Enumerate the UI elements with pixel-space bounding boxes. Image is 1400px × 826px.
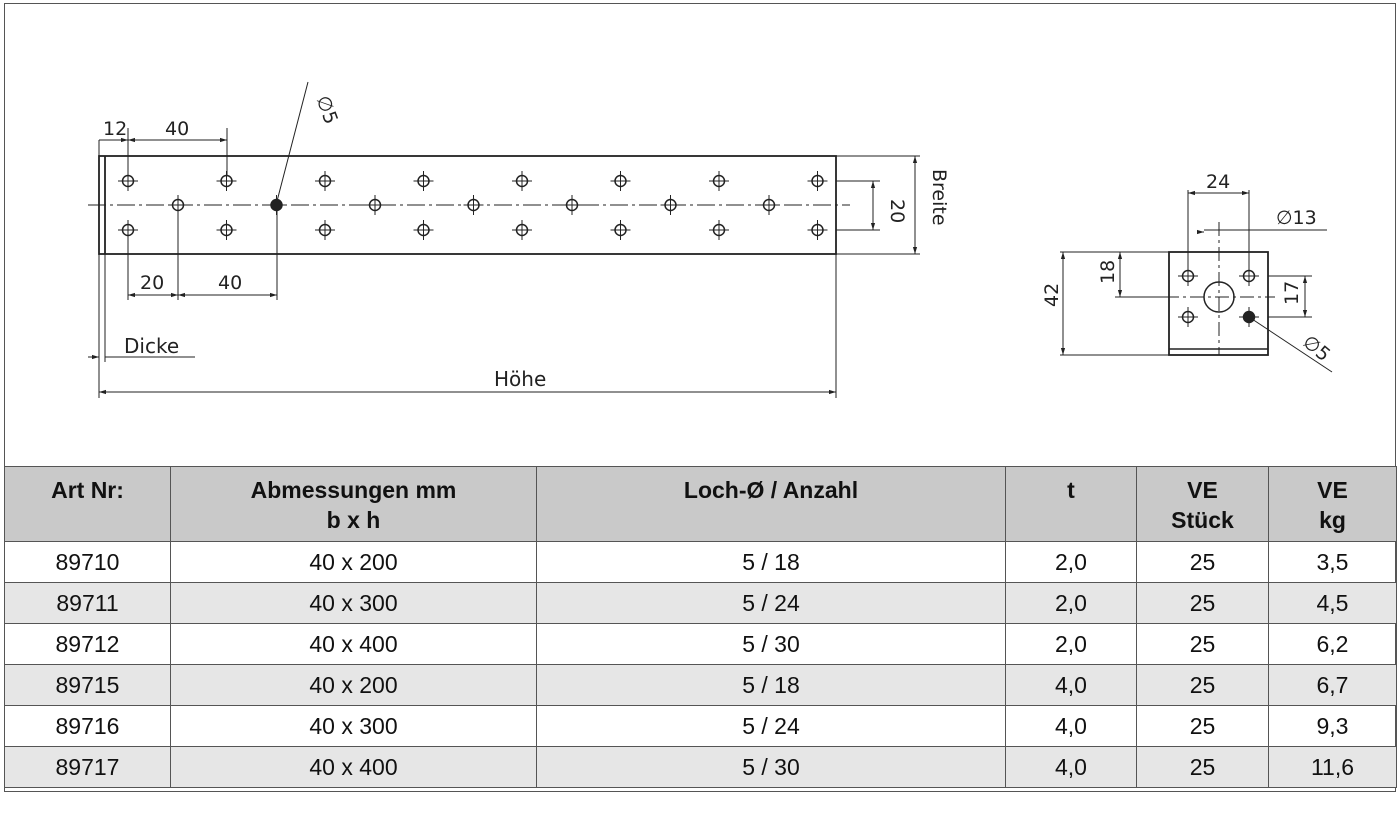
dicke-label: Dicke — [124, 334, 180, 358]
table-cell: 25 — [1137, 583, 1269, 624]
hole-icon — [512, 171, 532, 191]
column-header — [171, 467, 537, 542]
column-header — [537, 467, 1006, 542]
table-cell: 25 — [1137, 747, 1269, 788]
table-row — [5, 542, 1397, 583]
dimension-labels — [103, 93, 950, 391]
table-cell: 6,2 — [1269, 624, 1397, 665]
table-cell: 40 x 400 — [171, 747, 537, 788]
table-cell: 25 — [1137, 624, 1269, 665]
table-header-row — [5, 467, 1397, 542]
breite-label: Breite — [928, 169, 950, 226]
table-cell: 2,0 — [1006, 624, 1137, 665]
hole-icon — [315, 171, 335, 191]
table-cell: 40 x 300 — [171, 706, 537, 747]
column-header — [1269, 467, 1397, 542]
table-cell: 25 — [1137, 542, 1269, 583]
hole-icon — [1178, 307, 1198, 327]
product-table — [4, 466, 1397, 788]
table-cell: 5 / 18 — [537, 665, 1006, 706]
column-header-label: Stück — [1171, 507, 1234, 533]
table-cell: 2,0 — [1006, 542, 1137, 583]
table-cell: 89715 — [5, 665, 171, 706]
table-cell: 5 / 24 — [537, 706, 1006, 747]
table-cell: 5 / 30 — [537, 624, 1006, 665]
table-row — [5, 583, 1397, 624]
column-header-label: Art Nr: — [51, 477, 124, 503]
hole-icon — [709, 220, 729, 240]
table-cell: 6,7 — [1269, 665, 1397, 706]
column-header — [5, 467, 171, 542]
dimension-lines — [88, 82, 920, 398]
table-cell: 89712 — [5, 624, 171, 665]
column-header-label: VE — [1317, 477, 1348, 503]
table-cell: 5 / 24 — [537, 583, 1006, 624]
dim-20-right-label: 20 — [886, 199, 908, 224]
column-header-label: Abmessungen mm — [250, 477, 457, 503]
side-dim-42-label: 42 — [1041, 282, 1063, 307]
dim-20-bottom-label: 20 — [140, 272, 165, 294]
hole-icon — [808, 220, 828, 240]
hole-icon — [414, 171, 434, 191]
side-dim-d13-label: ∅13 — [1276, 207, 1317, 229]
hole-icon — [808, 171, 828, 191]
table-cell: 4,5 — [1269, 583, 1397, 624]
hoehe-label: Höhe — [494, 367, 547, 391]
table-cell: 40 x 200 — [171, 542, 537, 583]
table-cell: 11,6 — [1269, 747, 1397, 788]
column-header-label: kg — [1319, 507, 1346, 533]
hole-icon — [709, 171, 729, 191]
hole-icon — [1178, 266, 1198, 286]
hole-icon — [464, 195, 484, 215]
side-dim-18-label: 18 — [1097, 259, 1119, 284]
table-row — [5, 624, 1397, 665]
column-header-label: t — [1067, 477, 1075, 503]
dim-40-top-label: 40 — [165, 118, 190, 140]
column-header — [1137, 467, 1269, 542]
table-cell: 89717 — [5, 747, 171, 788]
table-row — [5, 706, 1397, 747]
hole-icon — [661, 195, 681, 215]
table-cell: 89710 — [5, 542, 171, 583]
table-cell: 89716 — [5, 706, 171, 747]
table-body — [5, 542, 1397, 788]
hole-icon — [365, 195, 385, 215]
side-dim-24-label: 24 — [1206, 171, 1231, 193]
table-cell: 89711 — [5, 583, 171, 624]
dim-12-label: 12 — [103, 118, 128, 140]
hole-icon — [611, 171, 631, 191]
dim-40-bottom-label: 40 — [218, 272, 243, 294]
column-header — [1006, 467, 1137, 542]
table-cell: 3,5 — [1269, 542, 1397, 583]
hole-diameter-label: ∅5 — [311, 92, 342, 128]
hole-icon — [217, 220, 237, 240]
hole-icon — [759, 195, 779, 215]
table-row — [5, 747, 1397, 788]
column-header-label: VE — [1187, 477, 1218, 503]
table-cell: 4,0 — [1006, 665, 1137, 706]
column-header-label: b x h — [326, 507, 381, 533]
hole-icon — [1239, 266, 1259, 286]
table-cell: 4,0 — [1006, 747, 1137, 788]
table-cell: 40 x 200 — [171, 665, 537, 706]
hole-icon — [562, 195, 582, 215]
hole-icon — [1239, 307, 1259, 327]
table-cell: 25 — [1137, 665, 1269, 706]
table-row — [5, 665, 1397, 706]
table-cell: 5 / 30 — [537, 747, 1006, 788]
table-cell: 40 x 400 — [171, 624, 537, 665]
table-cell: 9,3 — [1269, 706, 1397, 747]
side-dim-d5-label: ∅5 — [1298, 330, 1335, 367]
table-cell: 5 / 18 — [537, 542, 1006, 583]
side-dim-17-label: 17 — [1281, 280, 1303, 305]
hole-icon — [611, 220, 631, 240]
table-cell: 25 — [1137, 706, 1269, 747]
hole-icon — [414, 220, 434, 240]
column-header-label: Loch-Ø / Anzahl — [683, 477, 859, 503]
table-cell: 40 x 300 — [171, 583, 537, 624]
table-cell: 2,0 — [1006, 583, 1137, 624]
hole-icon — [315, 220, 335, 240]
table-cell: 4,0 — [1006, 706, 1137, 747]
hole-icon — [512, 220, 532, 240]
